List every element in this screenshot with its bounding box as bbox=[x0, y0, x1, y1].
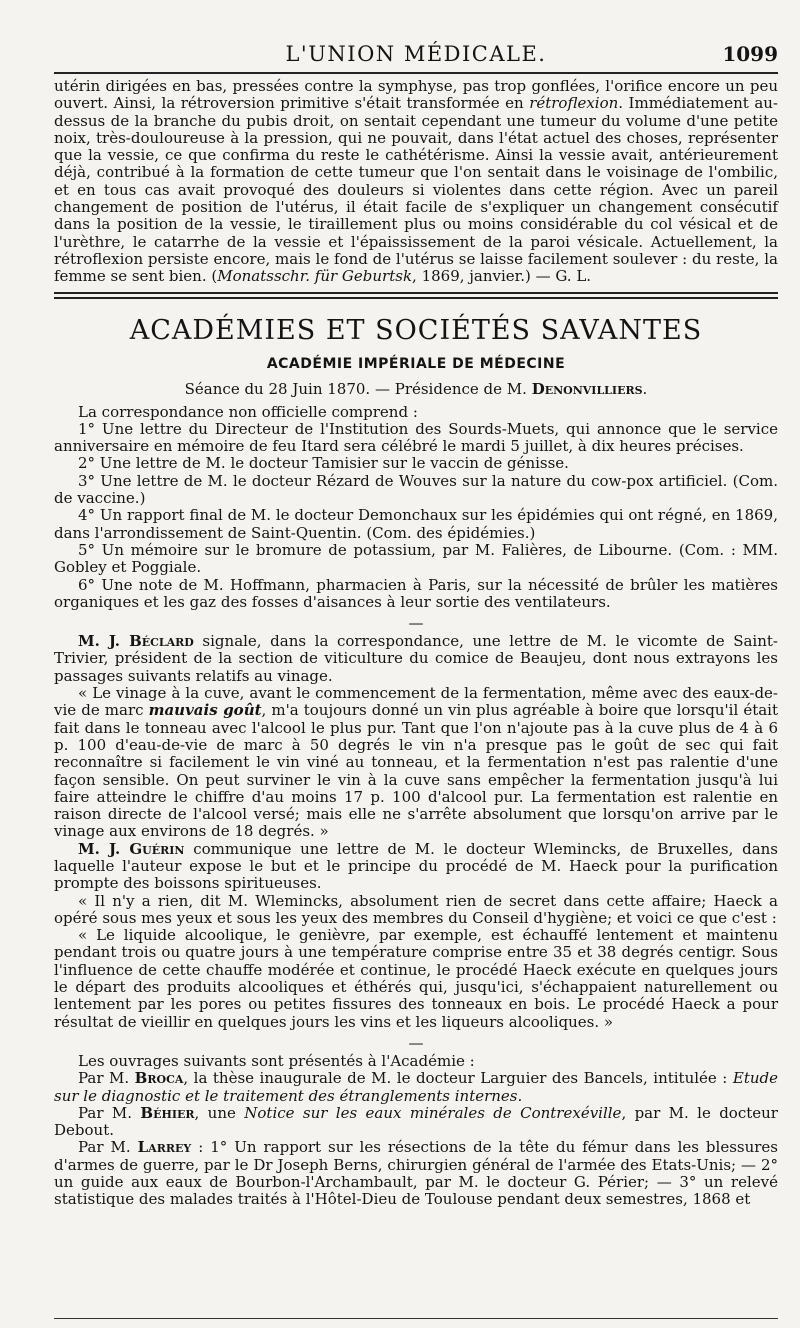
continuation-text-2: . Immédiatement au-dessus de la branche du pubis droit, on sentait cependant une tumeur du volume d'une petite noix, très-douloureuse à la pression, qui ne pouvait, dans l'état actuel des choses, représenter que la vessie, ce que confirma du reste le cathétérisme. Ainsi la vessie avait, antérieurement déjà, contribué à la formation de cette tumeur que l'on sentait dans le voisinage de l'ombilic, et en tous cas avait provoqué des douleurs si violentes dans cette région. Avec un pareil changement de position de l'utérus, il était facile de s'expliquer un changement consécutif dans la position de la vessie, le tiraillement plus ou moins considérable du col vésical et de l'urèthre, le catarrhe de la vessie et l'épaississement de la paroi vésicale. Actuellement, la rétroflexion persiste encore, mais le fond de l'utérus se laisse facilement soulever : du reste, la femme se sent bien. ( bbox=[54, 94, 778, 286]
presenter-name: Béhier bbox=[140, 1103, 195, 1122]
correspondence-item-4: 4° Un rapport final de M. le docteur Demonchaux sur les épidémies qui ont régné, en 1869, dans l'arrondissement de Saint-Quentin. (Com. des épidémies.) bbox=[54, 506, 778, 542]
running-header bbox=[54, 22, 778, 72]
section-subtitle: ACADÉMIE IMPÉRIALE DE MÉDECINE bbox=[266, 355, 566, 372]
continuation-source: Monatsschr. für Geburtsk bbox=[217, 267, 413, 286]
continuation-text: utérin dirigées en bas, pressées contre la symphyse, pas trop gonflées, l'orifice encore un peu ouvert. Ainsi, la rétroversion primitive s'était transformée en bbox=[54, 77, 778, 113]
work-title: Etude sur le diagnostic et le traitement des étranglements internes. bbox=[54, 1069, 778, 1105]
works-larrey: Par M. Larrey : 1° Un rapport sur les résections de la tête du fémur dans les blessures d'armes de guerre, par le Dr Joseph Berns, chirurgien général de l'armée des Etats-Unis; — 2° un guide aux eaux de Bourbon-l'Archambault, par M. le docteur G. Périer; — 3° un relevé statistique des malades traités à l'Hôtel-Dieu de Toulouse pendant deux semestres, 1868 et bbox=[54, 1138, 778, 1209]
session-line: Séance du 28 Juin 1870. — Présidence de M. Denonvilliers. bbox=[184, 379, 648, 398]
guerin-quote-2: « Le liquide alcoolique, le genièvre, par exemple, est échauffé lentement et maintenu pendant trois ou quatre jours à une température comprise entre 35 et 38 degrés centigr. Sous l'influence de cette chauffe modérée et continue, le procédé Haeck exécute en quelques jours le départ des produits alcooliques et éthérés qui, jusqu'ici, s'échappaient naturellement ou lentement par les pores ou petites fissures des tonneaux en bois. Le procédé Haeck a pour résultat de vieillir en quelques jours les vins et les liqueurs alcooliques. » bbox=[54, 926, 778, 1031]
page-number: 1099 bbox=[722, 42, 778, 66]
guerin-quote-1: « Il n'y a rien, dit M. Wlemincks, absolument rien de secret dans cette affaire; Haeck a opéré sous mes yeux et sous les yeux des membres du Conseil d'hygiène; et voici ce que c'est : bbox=[54, 891, 778, 927]
speaker-name: M. J. Béclard bbox=[78, 632, 194, 651]
correspondence-item-1: 1° Une lettre du Directeur de l'Institution des Sourds-Muets, qui annonce que le service anniversaire en mémoire de feu Itard sera célébré le mardi 5 juillet, à dix heures précises. bbox=[54, 419, 778, 456]
works-behier: Par M. Béhier, une Notice sur les eaux minérales de Contrexéville, par M. le docteur Debout. bbox=[54, 1103, 778, 1140]
continuation-italic-term: rétroflexion bbox=[529, 94, 619, 113]
correspondence-item-6: 6° Une note de M. Hoffmann, pharmacien à Paris, sur la nécessité de brûler les matières organiques et les gaz des fosses d'aisances à leur sortie des ventilateurs. bbox=[54, 575, 778, 611]
beclard-paragraph: M. J. Béclard signale, dans la correspondance, une lettre de M. le vicomte de Saint-Trivier, président de la section de viticulture du comice de Beaujeu, dont nous extrayons les passages suivants relatifs au vinage. bbox=[54, 632, 778, 685]
correspondence-item-2: 2° Une lettre de M. le docteur Tamisier sur le vaccin de génisse. bbox=[78, 454, 569, 473]
speaker-name: M. J. Guérin bbox=[78, 839, 185, 858]
header-rule bbox=[54, 72, 778, 74]
separator-dash: — bbox=[408, 614, 424, 633]
beclard-quote: « Le vinage à la cuve, avant le commencement de la fermentation, même avec des eaux-de-vie de marc mauvais goût, m'a toujours donné un vin plus agréable à boire que lorsqu'il était fait dans le tonneau avec l'alcool le plus pur. Tant que l'on n'ajoute pas à la cuve plus de 4 à 6 p. 100 d'eau-de-vie de marc à 50 degrés le vin n'a presque pas le goût de sec qui fait reconnaître si facilement le vin viné au tonneau, et la fermentation n'est pas ralentie d'une façon sensible. On peut surviner le vin à la cuve sans empêcher la fermentation jusqu'à lui faire atteindre le chiffre d'au moins 17 p. 100 d'alcool pur. La fermentation est ralentie en raison directe de l'alcool versé; mais elle ne s'arrête absolument que lorsqu'on arrive par le vinage aux environs de 18 degrés. » bbox=[54, 684, 778, 841]
section-divider bbox=[54, 292, 778, 299]
section-title: ACADÉMIES ET SOCIÉTÉS SAVANTES bbox=[129, 314, 703, 346]
work-title: Notice sur les eaux minérales de Contrexéville bbox=[244, 1103, 622, 1122]
separator-dash: — bbox=[408, 1033, 424, 1052]
journal-title: L'UNION MÉDICALE. bbox=[285, 42, 547, 66]
quote-italic: mauvais goût bbox=[148, 701, 262, 720]
guerin-paragraph: M. J. Guérin communique une lettre de M. le docteur Wlemincks, de Bruxelles, dans laquelle l'auteur expose le but et le principe du procédé de M. Haeck pour la purification prompte des boissons spiritueuses. bbox=[54, 839, 778, 893]
correspondence-item-5: 5° Un mémoire sur le bromure de potassium, par M. Falières, de Libourne. (Com. : MM. Gobley et Poggiale. bbox=[54, 540, 778, 577]
president-name: Denonvilliers bbox=[531, 379, 643, 398]
correspondence-intro: La correspondance non officielle comprend : bbox=[78, 402, 418, 421]
works-broca: Par M. Broca, la thèse inaugurale de M. le docteur Larguier des Bancels, intitulée : Etude sur le diagnostic et le traitement des étranglements internes. bbox=[54, 1069, 778, 1105]
correspondence-item-3: 3° Une lettre de M. le docteur Rézard de Wouves sur la nature du cow-pox artificiel. (Com. de vaccine.) bbox=[54, 471, 778, 508]
continuation-paragraph bbox=[54, 78, 778, 286]
bottom-rule bbox=[54, 1318, 778, 1319]
presenter-name: Broca bbox=[134, 1069, 184, 1088]
works-intro: Les ouvrages suivants sont présentés à l'Académie : bbox=[78, 1051, 475, 1070]
presenter-name: Larrey bbox=[137, 1138, 192, 1157]
continuation-text-3: , 1869, janvier.) — G. L. bbox=[412, 267, 592, 286]
